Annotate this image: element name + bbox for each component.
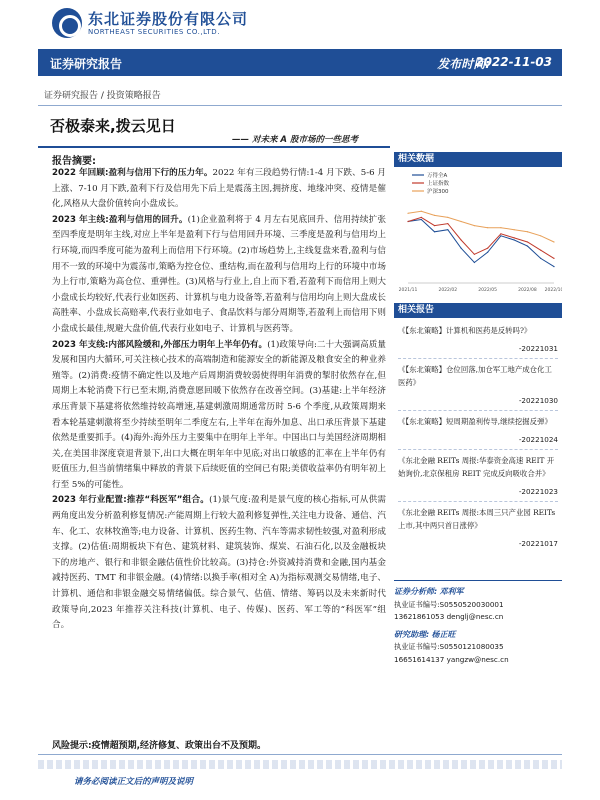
- paragraph-lead: 2023 年行业配置:推荐“科医军”组合。: [52, 495, 210, 506]
- data-point: [421, 211, 422, 212]
- page-subtitle: —— 对未来 A 股市场的一些思考: [232, 135, 358, 145]
- x-tick-label: 2022/02: [438, 288, 458, 293]
- x-tick-label: 2021/11: [398, 288, 418, 293]
- report-item[interactable]: [394, 450, 562, 502]
- data-point: [500, 233, 501, 234]
- analyst-name: 邓利军: [439, 587, 464, 596]
- data-point: [500, 227, 501, 228]
- paragraph-lead: 2023 年主线:盈利与信用的回升。: [52, 214, 188, 225]
- data-point: [527, 231, 528, 232]
- paragraph-text: (1)景气度:盈利是景气度的核心指标,可从供需两角度出发分析盈利修复情况:产能周期上行较大盈利修复弹性,关注电力设备、通信、汽车、化工、农林牧渔等;电力设备、计算机、医药生物、汽车等需求韧性较强,对盈利形成支撑。(2)估值:周期板块下有色、建筑材料、建筑装饰、煤炭、石油石化,以及金融板块下的房地产、银行和非银金融估值性价比较高。(3)持仓:外资减持消费和金融,国内基金减持医药、TMT 和非银金融。(4)情绪:以换手率(相对全 A)为指标观测交易情绪,电子、计算机、通信和非银金融交易情绪偏低。综合景气、估值、情绪、筹码以及未来新时代政策导向,2023 年推荐关注科技(计算机、电子、传媒)、医药、军工等的“科医军”组合。: [52, 495, 386, 631]
- summary-paragraph: [52, 213, 386, 338]
- data-point: [553, 241, 554, 242]
- band-title: 证券研究报告: [50, 57, 123, 71]
- data-point: [447, 229, 448, 230]
- report-date: -20221017: [518, 539, 558, 548]
- data-point: [421, 217, 422, 218]
- company-name-en: NORTHEAST SECURITIES CO.,LTD.: [88, 28, 220, 36]
- paragraph-text: (1)企业盈利将于 4 月左右见底回升、信用持续扩张至四季度是明年主线,对应上半年是盈利下行与信用回升环境、三季度是盈利与信用均上行环境,而四季度可能为盈利上而信用下行环境。(2)市场趋势上,主线复盘来看,盈利与信用不一致的环境中为震荡市,策略为控仓位、重结构,而在盈利与信用均上行的环境中市场为上行市,策略为高仓位、重弹性。(3)风格与行业上,自上而下看,若盈利下而信用上则大小盘成长均较好,代表行业如医药、计算机与电力设备等,若盈利与信用均向上则大盘成长高胜率、小盘成长高赔率,代表行业如电子、食品饮料与部分周期等,若盈利上而信用下则小盘成长最佳,规避大盘价值,代表行业如电子、计算机与医药等。: [52, 214, 386, 334]
- data-point: [421, 219, 422, 220]
- data-point: [407, 221, 408, 222]
- data-point: [447, 217, 448, 218]
- assistant-role: 研究助理:: [394, 629, 430, 639]
- summary-label: 报告摘要:: [52, 156, 96, 167]
- legend-label: 上证指数: [427, 181, 450, 187]
- related-reports-list: [394, 320, 562, 550]
- x-tick-label: 2022/10: [544, 288, 562, 293]
- report-date: -20221030: [518, 396, 558, 405]
- footer-decoration: [38, 760, 562, 769]
- x-tick-label: 2022/05: [478, 288, 497, 293]
- report-date: -20221024: [518, 435, 558, 444]
- paragraph-lead: 2022 年回顾:盈利与信用下行的压力年。: [52, 168, 213, 178]
- data-point: [540, 250, 541, 251]
- report-item[interactable]: [394, 411, 562, 450]
- data-point: [474, 254, 475, 255]
- data-point: [514, 239, 515, 240]
- analyst-license: 执业证书编号:S0550520030001: [394, 599, 504, 609]
- report-title: 《【东北策略】仓位回落,加仓军工地产成仓化工医药》: [398, 365, 552, 387]
- legend-label: 万得全A: [427, 173, 448, 179]
- data-point: [447, 223, 448, 224]
- data-point: [553, 266, 554, 267]
- data-point: [540, 235, 541, 236]
- paragraph-lead: 2023 年支线:内部风险缓和,外部压力明年上半年仍有。: [52, 339, 268, 350]
- data-point: [527, 241, 528, 242]
- report-item[interactable]: [394, 320, 562, 359]
- report-item[interactable]: [394, 359, 562, 411]
- page-title: 否极泰来,拨云见日: [50, 117, 176, 135]
- summary-paragraph: [52, 166, 386, 213]
- data-point: [474, 225, 475, 226]
- breadcrumb: 证券研究报告 / 投资策略报告: [44, 91, 161, 101]
- data-point: [460, 239, 461, 240]
- report-date: -20221023: [518, 487, 558, 496]
- data-point: [460, 221, 461, 222]
- data-point: [434, 215, 435, 216]
- paragraph-text: 2022 年有三段趋势行情:1-4 月下跌、5-6 月上涨、7-10 月下跌,盈利下行及信用先下后上是震荡主因,拥挤度、地缘冲突、疫情是催化,风格从大盘价值转向小盘成长。: [52, 168, 386, 210]
- paragraph-text: (1)政策导向:二十大强调高质量发展和国内大循环,可关注核心技术的高端制造和能源安全的新能源及粮食安全的种业养殖等。(2)消费:疫情不确定性以及地产后周期消费较弱使得明年消费的掣肘依然存在,但周期上本轮消费下行已至末期,消费意愿回暖下依然存在改善空间。(3)基建:上半年经济承压背景下基建将依然维持较高增速,基建刺激周期通常历时 5-6 个季度,从政策周期来看本轮基建刺激将至少持续至明年二季度左右,上半年在海外加息、出口承压背景下基建依然是重要抓手。(4)海外:海外压力主要集中在明年上半年。中国出口与美国经济周期相关,在美国非深度衰退背景下,出口大概在明年年中见底;对出口敏感的汇率在上半年仍有贬值压力,但当前情绪集中释放的背景下后续贬值的空间已有限;美债收益率仍有明年初上行至 5%的可能性。: [52, 339, 386, 490]
- data-point: [500, 235, 501, 236]
- data-point: [407, 213, 408, 214]
- data-point: [514, 237, 515, 238]
- legend-label: 沪深300: [427, 189, 449, 195]
- series-line: [408, 217, 554, 258]
- footer-disclaimer: 请务必阅读正文后的声明及说明: [74, 777, 194, 787]
- series-line: [408, 211, 554, 242]
- header-band: [38, 49, 562, 76]
- publish-date: 2022-11-03: [475, 55, 552, 69]
- assistant-name: 杨正旺: [431, 629, 456, 639]
- assistant-license: 执业证书编号:S0550121080035: [394, 642, 504, 651]
- summary-paragraph: [52, 493, 386, 633]
- analyst-info: [394, 580, 562, 710]
- company-name-cn: 东北证券股份有限公司: [88, 10, 249, 28]
- assistant-contact[interactable]: 16651614137 yangzw@nesc.cn: [394, 654, 509, 664]
- report-item[interactable]: [394, 502, 562, 550]
- data-point: [527, 246, 528, 247]
- data-point: [487, 248, 488, 249]
- data-point: [474, 262, 475, 263]
- divider: [38, 146, 390, 148]
- company-logo: [52, 8, 282, 40]
- analyst-heading: [394, 586, 562, 599]
- report-title: 《东北金融 REITs 周报:本周三只产业园 REITs 上市,其中两只首日涨停》: [398, 508, 556, 530]
- related-reports-header: 相关报告: [394, 303, 562, 318]
- publish-date-label: 发布时间:: [437, 57, 490, 71]
- report-date: -20221031: [518, 344, 558, 353]
- data-point: [553, 258, 554, 259]
- data-point: [540, 258, 541, 259]
- analyst-role: 证券分析师:: [394, 587, 438, 596]
- data-point: [460, 248, 461, 249]
- assistant-heading: [394, 629, 562, 642]
- report-title: 《【东北策略】短周期盈利传导,继续挖掘反弹》: [398, 417, 552, 426]
- divider: [38, 105, 562, 106]
- summary-body: [52, 166, 386, 634]
- data-point: [487, 252, 488, 253]
- data-point: [434, 231, 435, 232]
- data-point: [487, 227, 488, 228]
- x-tick-label: 2022/08: [518, 288, 537, 293]
- risk-warning: 风险提示:疫情超预期,经济修复、政策出台不及预期。: [52, 741, 267, 751]
- chart-svg: [394, 167, 562, 299]
- data-point: [514, 229, 515, 230]
- index-chart: [394, 167, 562, 299]
- analyst-contact[interactable]: 13621861053 denglj@nesc.cn: [394, 612, 504, 621]
- related-data-header: 相关数据: [394, 152, 562, 167]
- data-point: [434, 225, 435, 226]
- summary-paragraph: [52, 338, 386, 494]
- report-title: 《【东北策略】计算机和医药是反转吗?》: [398, 326, 532, 335]
- logo-mark-icon: [52, 8, 82, 38]
- divider: [38, 754, 562, 755]
- report-title: 《东北金融 REITs 周报:华泰资金高速 REIT 开始询价,北京保租房 REIT 完成反向吸收合并》: [398, 456, 555, 478]
